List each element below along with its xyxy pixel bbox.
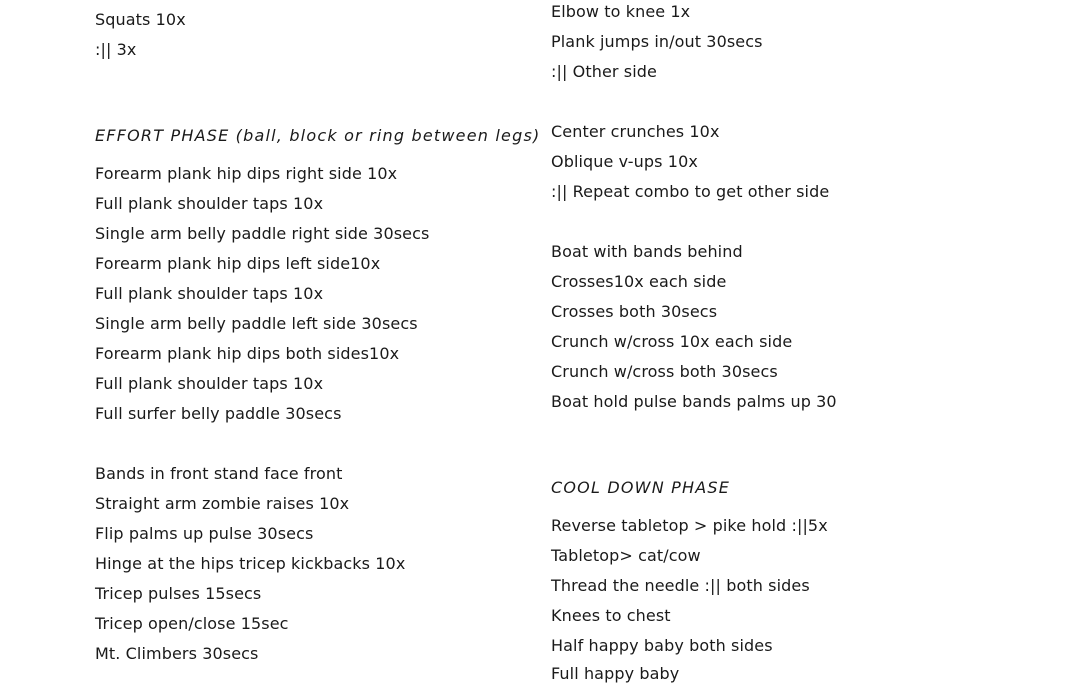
exercise-line: Oblique v-ups 10x — [551, 152, 698, 171]
repeat-line: :|| Repeat combo to get other side — [551, 182, 830, 201]
exercise-line: Plank jumps in/out 30secs — [551, 32, 763, 51]
exercise-line: Forearm plank hip dips both sides10x — [95, 344, 400, 363]
exercise-line: Hinge at the hips tricep kickbacks 10x — [95, 554, 406, 573]
exercise-line: Thread the needle :|| both sides — [551, 576, 810, 595]
exercise-line: Bands in front stand face front — [95, 464, 343, 483]
exercise-line: Tricep pulses 15secs — [95, 584, 262, 603]
exercise-line: Full happy baby — [551, 664, 680, 683]
exercise-line: Crosses both 30secs — [551, 302, 718, 321]
exercise-line: Tricep open/close 15sec — [95, 614, 289, 633]
exercise-line: Forearm plank hip dips left side10x — [95, 254, 381, 273]
exercise-line: Full surfer belly paddle 30secs — [95, 404, 342, 423]
exercise-line: Single arm belly paddle left side 30secs — [95, 314, 418, 333]
exercise-line: Full plank shoulder taps 10x — [95, 194, 324, 213]
exercise-line: Center crunches 10x — [551, 122, 720, 141]
effort-phase-heading: EFFORT PHASE (ball, block or ring between legs) — [95, 126, 541, 145]
exercise-line: Straight arm zombie raises 10x — [95, 494, 350, 513]
exercise-line: Flip palms up pulse 30secs — [95, 524, 314, 543]
exercise-line: Crunch w/cross 10x each side — [551, 332, 793, 351]
exercise-line: Reverse tabletop > pike hold :||5x — [551, 516, 828, 535]
exercise-line: Full plank shoulder taps 10x — [95, 284, 324, 303]
exercise-line: Tabletop> cat/cow — [551, 546, 701, 565]
repeat-line: :|| 3x — [95, 40, 137, 59]
exercise-line: Elbow to knee 1x — [551, 2, 691, 21]
exercise-line: Squats 10x — [95, 10, 186, 29]
cool-down-heading: COOL DOWN PHASE — [551, 478, 731, 497]
exercise-line: Knees to chest — [551, 606, 671, 625]
exercise-line: Crunch w/cross both 30secs — [551, 362, 778, 381]
exercise-line: Half happy baby both sides — [551, 636, 773, 655]
exercise-line: Boat with bands behind — [551, 242, 743, 261]
exercise-line: Crosses10x each side — [551, 272, 727, 291]
exercise-line: Forearm plank hip dips right side 10x — [95, 164, 398, 183]
exercise-line: Full plank shoulder taps 10x — [95, 374, 324, 393]
repeat-line: :|| Other side — [551, 62, 657, 81]
exercise-line: Boat hold pulse bands palms up 30 — [551, 392, 837, 411]
exercise-line: Single arm belly paddle right side 30secs — [95, 224, 430, 243]
exercise-line: Mt. Climbers 30secs — [95, 644, 259, 663]
